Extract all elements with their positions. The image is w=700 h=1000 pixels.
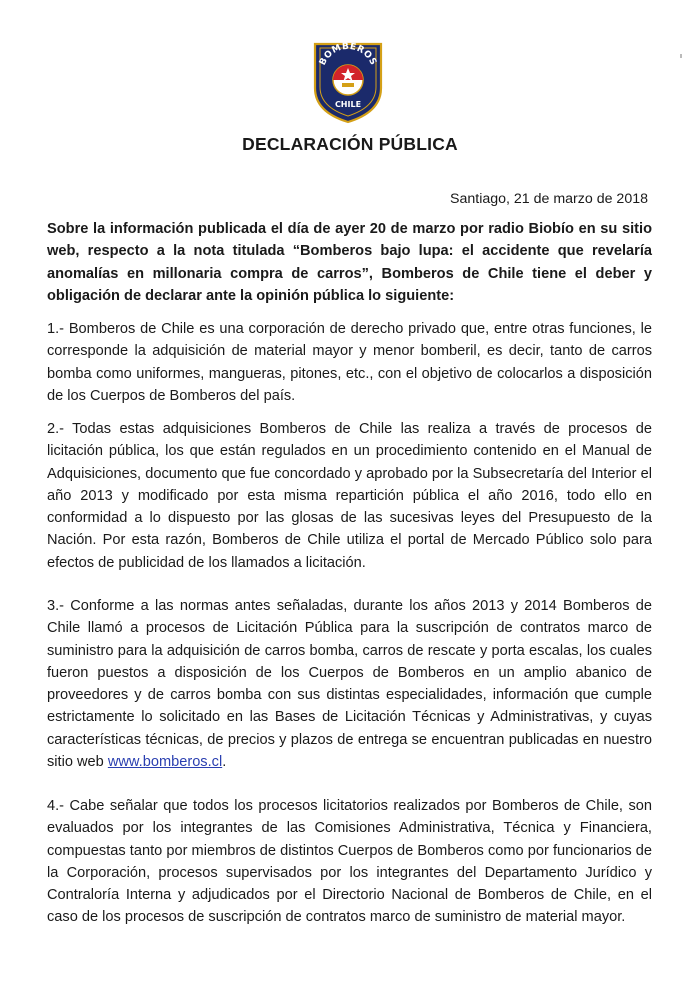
logo-top-text: BOMBEROS [317, 41, 379, 68]
document-date: Santiago, 21 de marzo de 2018 [450, 191, 648, 207]
bomberos-chile-shield-icon [309, 38, 387, 124]
bomberos-chile-logo [309, 38, 387, 124]
page-title: DECLARACIÓN PÚBLICA [242, 134, 458, 154]
paragraph-3-text: 3.- Conforme a las normas antes señaladas, durante los años 2013 y 2014 Bomberos de Chile llamó a procesos de Licitación Pública para la suscripción de contratos marco de suministro para la adquisición de carros bomba, carros de rescate y porta escalas, los cuales fueron puestos a disposición de los Cuerpos de Bomberos en un amplio abanico de proveedores y de carros bomba con sus distintas especialidades, información que cumple estrictamente lo solicitado en las Bases de Licitación Técnicas y Administrativas, y cuyas características técnicas, de precios y plazos de entrega se encuentran publicadas en nuestro sitio web [47, 598, 652, 771]
paragraph-3 [47, 595, 652, 773]
paragraph-3-end: . [222, 754, 227, 771]
logo-bottom-text: CHILE [334, 100, 362, 109]
paragraph-2: 2.- Todas estas adquisiciones Bomberos de Chile las realiza a través de procesos de licitación pública, los que están regulados en un procedimiento contenido en el Manual de Adquisiciones, documento que fue concordado y aprobado por la Subsecretaría del Interior el año 2013 y modificado por esta misma repartición pública el año 2016, todo ello en conformidad a lo dispuesto por las glosas de las sucesivas leyes del Presupuesto de la Nación. Por esta razón, Bomberos de Chile utiliza el portal de Mercado Público solo para efectos de publicidad de los llamados a licitación. [47, 421, 652, 571]
paragraph-4: 4.- Cabe señalar que todos los procesos licitatorios realizados por Bomberos de Chile, son evaluados por los integrantes de las Comisiones Administrativa, Técnica y Financiera, compuestas tanto por miembros de distintos Cuerpos de Bomberos como por funcionarios de la Corporación, procesos supervisados por los integrantes del Departamento Jurídico y Contraloría Interna y adjudicados por el Directorio Nacional de Bomberos de Chile, en el caso de los procesos de suscripción de contratos marco de suministro de material mayor. [47, 798, 652, 926]
bomberos-website-link[interactable]: www.bomberos.cl [107, 754, 223, 771]
paragraph-1: 1.- Bomberos de Chile es una corporación de derecho privado que, entre otras funciones, le corresponde la adquisición de material mayor y menor bomberil, es decir, tanto de carros bomba como uniformes, mangueras, pitones, etc., con el objetivo de colocarlos a disposición de los Cuerpos de Bomberos del país. [47, 321, 652, 404]
scan-mark [680, 54, 682, 58]
intro-paragraph: Sobre la información publicada el día de ayer 20 de marzo por radio Biobío en su sitio web, respecto a la nota titulada “Bomberos bajo lupa: el accidente que revelaría anomalías en millonaria compra de carros”, Bomberos de Chile tiene el deber y obligación de declarar ante la opinión pública lo siguiente: [47, 221, 652, 304]
